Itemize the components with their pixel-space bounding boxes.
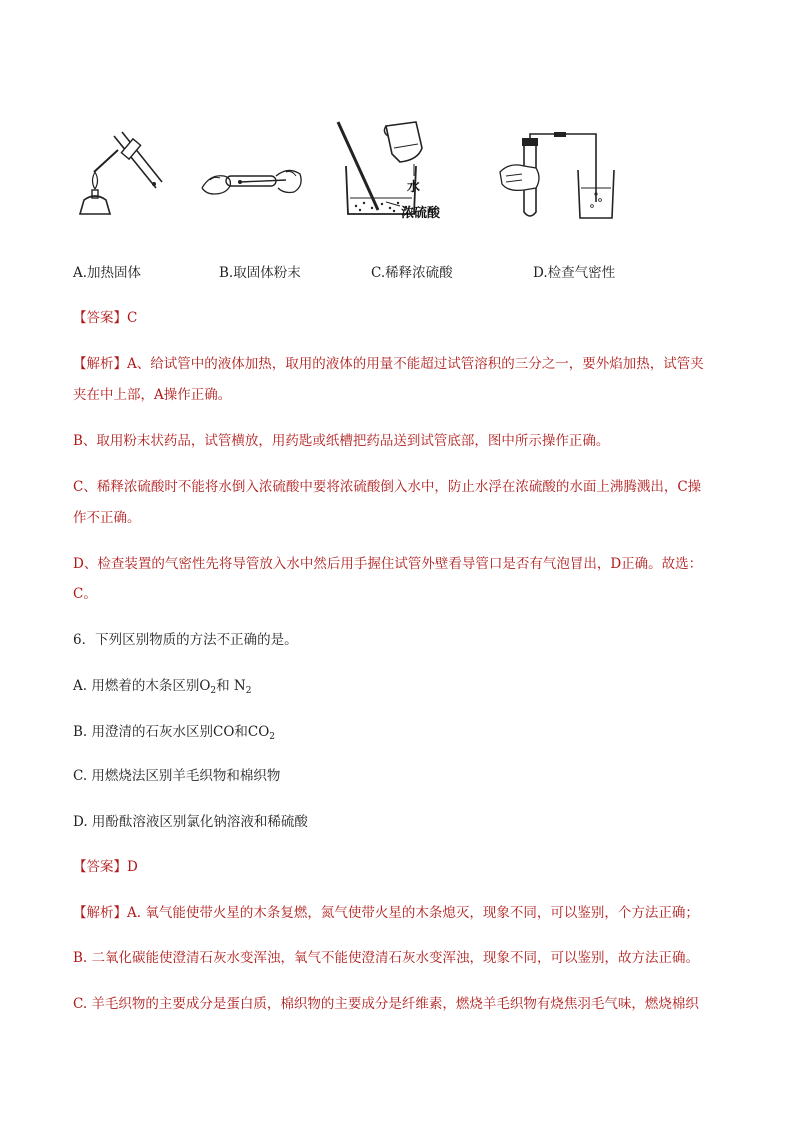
answer-value: C [127, 310, 138, 326]
question-6-option-c: C. 用燃烧法区别羊毛织物和棉织物 [73, 768, 281, 784]
label-concentrated-acid: 浓硫酸 [401, 206, 441, 221]
analysis-1-line-b: B、取用粉末状药品，试管横放，用药匙或纸槽把药品送到试管底部，图中所示操作正确。 [73, 433, 610, 449]
analysis-1-line-c: C、稀释浓硫酸时不能将水倒入浓硫酸中要将浓硫酸倒入水中，防止水浮在浓硫酸的水面上沸腾溅出，C操 [73, 479, 702, 495]
answer-2 [73, 857, 138, 877]
analysis-2-line-b: B. 二氧化碳能使澄清石灰水变浑浊，氧气不能使澄清石灰水变浑浊，现象不同，可以鉴别，故方法正确。 [73, 950, 700, 966]
analysis-label: 【解析】 [73, 905, 127, 921]
question-6-option-b: B. 用澄清的石灰水区别CO和$CO_2$ [73, 724, 276, 742]
answer-value: D [127, 859, 138, 875]
question-6-option-a: A. 用燃着的木条区别$O_2$和 $N_2$ [73, 678, 252, 696]
figure-diluting-acid [330, 118, 460, 220]
analysis-1-line-d2: C。 [73, 586, 97, 602]
analysis-label: 【解析】 [73, 356, 127, 372]
figure-heating-solid [70, 126, 165, 221]
answer-label: 【答案】 [73, 310, 127, 326]
experiment-figures [0, 118, 794, 228]
option-a: A.加热固体 [73, 265, 142, 281]
answer-1 [73, 308, 137, 328]
analysis-2-line-a: 【解析】A. 氧气能使带火星的木条复燃，氮气使带火星的木条熄灭，现象不同，可以鉴别，个方法正确； [73, 905, 699, 921]
analysis-1-line-d: D、检查装置的气密性先将导管放入水中然后用手握住试管外壁看导管口是否有气泡冒出，D正确。故选： [73, 556, 703, 572]
option-d: D.检查气密性 [533, 265, 616, 281]
question-6-option-d: D. 用酚酞溶液区别氯化钠溶液和稀硫酸 [73, 814, 308, 830]
figure-airtightness [496, 132, 626, 222]
label-water: 水 [407, 180, 421, 195]
option-c: C.稀释浓硫酸 [371, 265, 453, 281]
answer-label: 【答案】 [73, 859, 127, 875]
analysis-1-line-a: 【解析】A、给试管中的液体加热，取用的液体的用量不能超过试管溶积的三分之一，要外焰加热，试管夹 [73, 356, 704, 372]
analysis-2-line-c: C. 羊毛织物的主要成分是蛋白质，棉织物的主要成分是纤维素，燃烧羊毛织物有烧焦羽毛气味，燃烧棉织 [73, 996, 699, 1012]
figure-taking-powder [200, 158, 305, 203]
analysis-1-line-c2: 作不正确。 [73, 510, 141, 526]
option-b: B.取固体粉末 [219, 265, 301, 281]
analysis-1-line-a2: 夹在中上部，A操作正确。 [73, 387, 232, 403]
question-6-stem: 6．下列区别物质的方法不正确的是。 [73, 632, 298, 648]
